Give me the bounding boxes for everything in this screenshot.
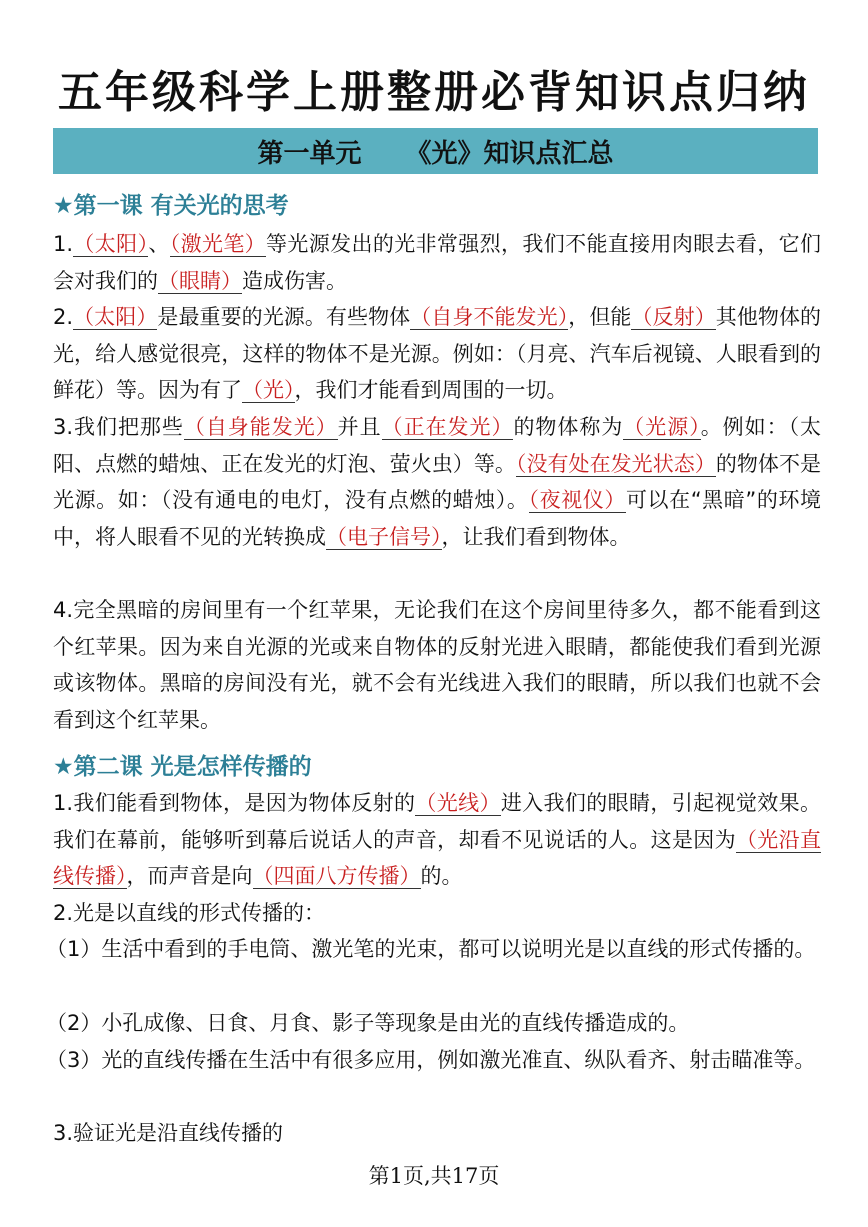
answer-blank: （眼睛） [158, 268, 242, 293]
point-4: 4.完全黑暗的房间里有一个红苹果，无论我们在这个房间里待多久，都不能看到这个红苹果。因为来自光源的光或来自物体的反射光进入眼睛，都能使我们看到光源或该物体。黑暗的房间没有光，就不会有光线进入我们的眼睛，所以我们也就不会看到这个红苹果。 [53, 598, 821, 732]
lesson-2-point-2-2: （2）小孔成像、日食、月食、影子等现象是由光的直线传播造成的。 [46, 1011, 690, 1035]
lesson-2-point-2-1: （1）生活中看到的手电筒、激光笔的光束，都可以说明光是以直线的形式传播的。 [46, 937, 816, 961]
page-title: 五年级科学上册整册必背知识点归纳 [58, 67, 810, 118]
answer-blank: （太阳） [73, 232, 149, 256]
answer-blank: （自身能发光） [183, 415, 338, 439]
answer-blank: （没有处在发光状态） [515, 451, 716, 476]
answer-blank: （自身不能发光） [410, 305, 569, 329]
answer-blank: （光源） [623, 415, 701, 439]
lesson-2-point-3: 3.验证光是沿直线传播的 [53, 1121, 284, 1145]
point-2: 2.（太阳）是最重要的光源。有些物体（自身不能发光），但能（反射）其他物体的光，给人感觉很亮，这样的物体不是光源。例如：（月亮、汽车后视镜、人眼看到的鲜花）等。因为有了（光），我们才能看到周围的一切。 [53, 305, 822, 402]
lesson-2-heading: ★第二课 光是怎样传播的 [53, 754, 312, 780]
answer-blank: （正在发光） [381, 415, 514, 439]
page-number: 第1页,共17页 [368, 1164, 500, 1188]
answer-blank: （反射） [631, 305, 716, 329]
answer-blank: （四面八方传播） [252, 864, 421, 888]
answer-blank: （激光笔） [169, 232, 267, 256]
point-3: 3.我们把那些（自身能发光）并且（正在发光）的物体称为（光源）。例如：（太阳、点燃的蜡烛、正在发光的灯泡、萤火虫）等。（没有处在发光状态）的物体不是光源。如：（没有通电的电灯，没有点燃的蜡烛）。（夜视仪）可以在“黑暗”的环境中，将人眼看不见的光转换成（电子信号），让我们看到物体。 [53, 415, 822, 549]
answer-blank: （电子信号） [326, 524, 442, 549]
lesson-2-point-2-3: （3）光的直线传播在生活中有很多应用，例如激光准直、纵队看齐、射击瞄准等。 [46, 1048, 816, 1072]
lesson-1-heading: ★第一课 有关光的思考 [53, 193, 289, 219]
unit-name: 第一单元 [257, 138, 362, 169]
point-1: 1.（太阳）、（激光笔）等光源发出的光非常强烈，我们不能直接用肉眼去看，它们会对我们的（眼睛）造成伤害。 [53, 232, 822, 293]
lesson-2-point-1: 1.我们能看到物体，是因为物体反射的（光线）进入我们的眼睛，引起视觉效果。我们在幕前，能够听到幕后说话人的声音，却看不见说话的人。这是因为（光沿直线传播），而声音是向（四面八方传播）的。 [53, 791, 821, 888]
answer-blank: （夜视仪） [528, 488, 626, 512]
answer-blank: （太阳） [73, 305, 158, 329]
lesson-2-point-2: 2.光是以直线的形式传播的： [53, 901, 326, 925]
unit-topic: 《光》知识点汇总 [405, 138, 614, 169]
answer-blank: （光沿直线传播） [53, 827, 821, 888]
answer-blank: （光） [242, 378, 295, 402]
unit-banner [53, 128, 818, 174]
answer-blank: （光线） [415, 791, 501, 815]
